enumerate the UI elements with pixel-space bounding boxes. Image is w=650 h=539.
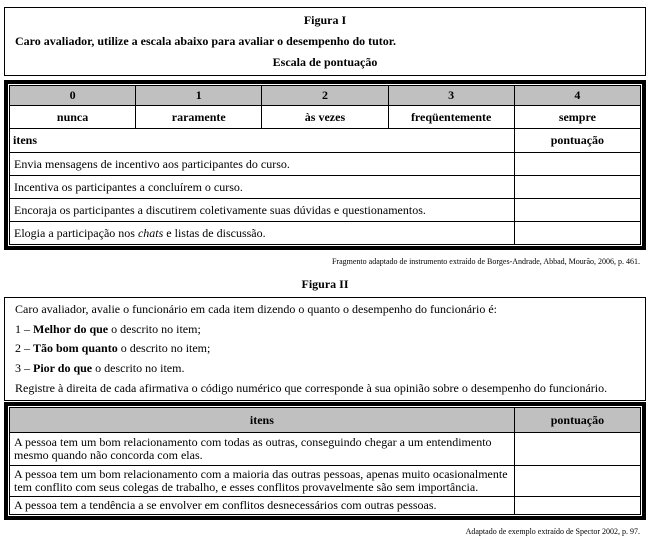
scale-value-cell: 4 [514,86,640,106]
item-row [10,176,641,199]
figure2-source: Adaptado de exemplo extraído de Spector 2002, p. 97. [465,527,640,536]
scale-label-cell: nunca [10,106,136,129]
figure2-section [4,277,646,536]
item-text-cell: A pessoa tem a tendência a se envolver em conflitos desnecessários com outras pessoas. [10,497,515,515]
column-header-row [10,408,641,433]
items-header-cell: itens [10,129,515,153]
item-row [10,433,641,466]
figure2-register-note: Registre à direita de cada afirmativa o código numérico que corresponde à sua opinião sobre o desempenho do funcionário. [15,380,608,395]
scale-value-cell: 0 [10,86,136,106]
score-input-cell[interactable] [514,199,640,222]
scale-labels-row [10,106,641,129]
item-text-cell: Elogia a participação nos chats e listas de discussão. [10,222,515,245]
item-text-cell: Envia mensagens de incentivo aos participantes do curso. [10,153,515,176]
figure2-score-header-cell: pontuação [514,408,640,433]
figure1-table [4,80,646,250]
figure1-intro-box [4,7,646,76]
figure2-table [4,402,646,520]
score-input-cell[interactable] [514,176,640,199]
scale-label-cell: freqüentemente [388,106,514,129]
figure2-instruction-box [4,297,646,401]
figure1-source: Fragmento adaptado de instrumento extraído de Borges-Andrade, Abbad, Mourão, 2006, p. 461. [331,257,640,266]
score-input-cell[interactable] [514,466,640,497]
figure2-title: Figura II [301,277,349,291]
item-row [10,466,641,497]
scale-values-row [10,86,641,106]
item-row [10,199,641,222]
column-header-row [10,129,641,153]
figure1-title: Figura I [303,13,347,27]
item-text-cell: Incentiva os participantes a concluírem o curso. [10,176,515,199]
scale-label-cell: às vezes [262,106,388,129]
item-text-cell: A pessoa tem um bom relacionamento com a maioria das outras pessoas, apenas muito ocasionalmente tem conflito com seus colegas de trabalho, e esses conflitos provavelmente são sem importância. [10,466,515,497]
item-text-cell: Encoraja os participantes a discutirem coletivamente suas dúvidas e questionamentos. [10,199,515,222]
score-input-cell[interactable] [514,222,640,245]
figure2-items-header-cell: itens [10,408,515,433]
rating-option: 1 – Melhor do que o descrito no item; [15,321,201,336]
figure2-instruction: Caro avaliador, avalie o funcionário em cada item dizendo o quanto o desempenho do funcionário é: [15,302,498,317]
scale-value-cell: 3 [388,86,514,106]
rating-option: 3 – Pior do que o descrito no item. [15,361,185,376]
score-input-cell[interactable] [514,153,640,176]
rating-option: 2 – Tão bom quanto o descrito no item; [15,341,211,356]
scale-label-cell: sempre [514,106,640,129]
figure1-section [4,7,646,266]
score-input-cell[interactable] [514,433,640,466]
item-row [10,222,641,245]
item-row [10,153,641,176]
scale-label-cell: raramente [136,106,262,129]
scale-value-cell: 2 [262,86,388,106]
figure1-instruction: Caro avaliador, utilize a escala abaixo para avaliar o desempenho do tutor. [15,34,397,48]
figure1-scale-title: Escala de pontuação [272,55,378,69]
score-header-cell: pontuação [514,129,640,153]
item-row [10,497,641,515]
italic-term: chats [137,225,164,240]
item-text-cell: A pessoa tem um bom relacionamento com todas as outras, conseguindo chegar a um entendimento mesmo quando não concorda com elas. [10,433,515,466]
scale-value-cell: 1 [136,86,262,106]
score-input-cell[interactable] [514,497,640,515]
